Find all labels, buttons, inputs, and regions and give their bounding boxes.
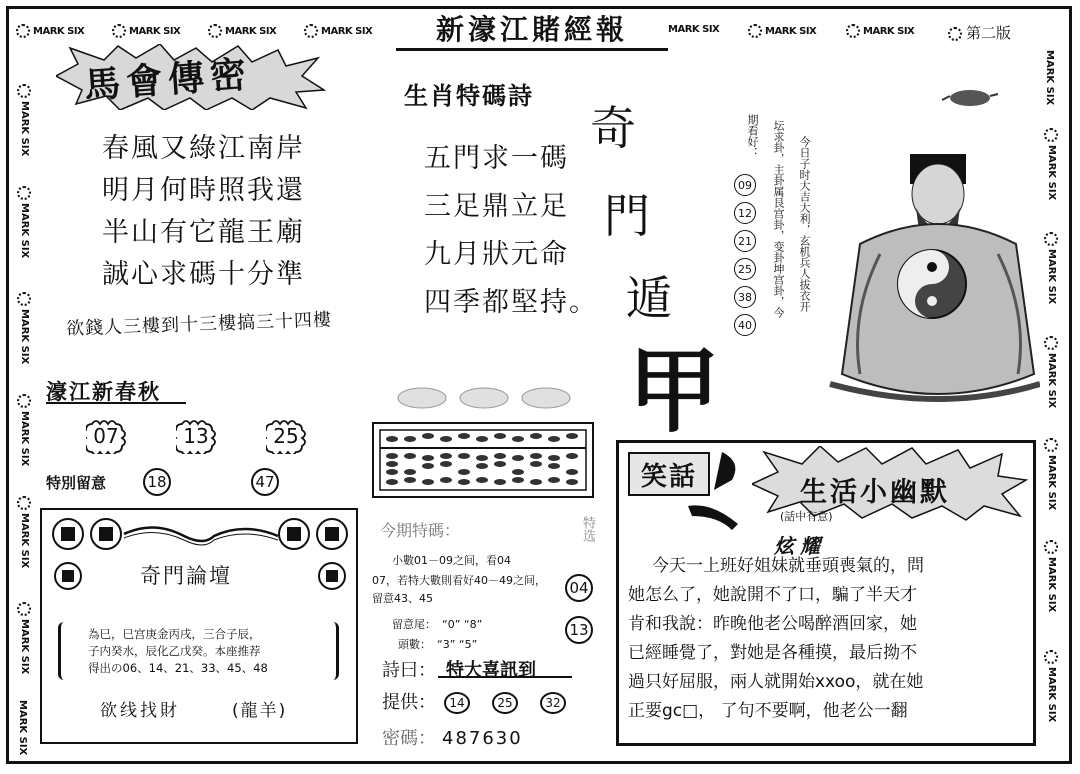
watermark-logo: MARK SIX bbox=[668, 24, 720, 35]
brush-strokes bbox=[684, 448, 744, 530]
secret-line: 春風又綠江南岸 bbox=[102, 133, 305, 164]
sage-illustration bbox=[820, 84, 1040, 414]
forecast-text: 坛求卦，主卦属艮宫卦，变卦坤宫卦，今 bbox=[772, 120, 785, 318]
tail-line: 留意尾： “0” “8” bbox=[392, 618, 483, 631]
forum-footer-right: (龍羊) bbox=[232, 701, 288, 721]
secret-line: 誠心求碼十分準 bbox=[102, 259, 305, 290]
forum-text: 為巳，巳宫庚金丙戌，三合子辰， 子内癸水，辰化乙戊癸。本座推荐 得出の06、14、21、33、45、48 bbox=[88, 627, 268, 675]
watermark-logo: MARK SIX bbox=[1044, 438, 1058, 510]
forecast-number: 38 bbox=[734, 286, 756, 308]
forecast-number: 40 bbox=[734, 314, 756, 336]
qimen-char: 門 bbox=[604, 189, 650, 243]
forecast-text: 期看好： bbox=[746, 114, 759, 158]
special-code-number: 13 bbox=[565, 616, 593, 644]
humor-title: 生活小幽默 bbox=[800, 477, 950, 508]
watermark-logo: MARK SIX bbox=[748, 24, 816, 38]
humor-subtitle: (話中有意) bbox=[780, 510, 833, 523]
page-label: 第二版 bbox=[948, 22, 1011, 43]
secret-line: 明月何時照我還 bbox=[102, 175, 305, 206]
poem-line: 詩曰： 特大喜訊到 bbox=[382, 660, 536, 681]
watermark-logo: MARK SIX bbox=[1044, 128, 1058, 200]
special-label: 特別留意 bbox=[46, 474, 107, 492]
watermark-logo: MARK SIX bbox=[17, 84, 31, 156]
provide-label: 提供： bbox=[382, 692, 436, 713]
watermark-logo: MARK SIX bbox=[1044, 650, 1058, 722]
scalloped-number: 07 bbox=[86, 418, 126, 454]
masthead bbox=[396, 12, 668, 51]
forecast-number: 12 bbox=[734, 202, 756, 224]
special-code-line: 小數01－09之间，看04 bbox=[392, 554, 511, 567]
watermark-logo: MARK SIX bbox=[17, 602, 31, 674]
qimen-char: 奇 bbox=[590, 101, 636, 155]
masthead-title: 新濠江賭經報 bbox=[435, 13, 628, 46]
joke-badge: 笑話 bbox=[628, 452, 710, 496]
special-code-heading: 今期特碼： bbox=[380, 521, 461, 540]
qimen-char: 遁 bbox=[626, 271, 672, 325]
special-code-line: 留意43、45 bbox=[372, 592, 433, 605]
zodiac-line: 四季都堅持。 bbox=[424, 287, 598, 318]
gold-ingots bbox=[396, 376, 576, 412]
watermark-logo: MARK SIX bbox=[1044, 232, 1058, 304]
secret-title: 馬會傳密 bbox=[82, 53, 254, 107]
story-title: 炫耀 bbox=[774, 534, 826, 558]
provide-number: 14 bbox=[444, 692, 470, 714]
watermark-logo: MARK SIX bbox=[846, 24, 914, 38]
zodiac-line: 九月狀元命 bbox=[424, 239, 569, 270]
forecast-text: 今日子时大吉大利，玄机兵人拔衣开 bbox=[798, 136, 811, 312]
forum-bracket bbox=[322, 622, 339, 680]
provide-number: 32 bbox=[540, 692, 566, 714]
watermark-logo: MARK SIX bbox=[17, 186, 31, 258]
zodiac-line: 五門求一碼 bbox=[424, 143, 569, 174]
watermark-logo: MARK SIX bbox=[1044, 336, 1058, 408]
forum-title: 奇門論壇 bbox=[140, 564, 232, 588]
watermark-logo: MARK SIX bbox=[1044, 50, 1055, 106]
forecast-number: 09 bbox=[734, 174, 756, 196]
special-code-line: 07，若特大數則看好40－49之间， bbox=[372, 574, 546, 587]
watermark-logo: MARK SIX bbox=[112, 24, 180, 38]
watermark-logo: MARK SIX bbox=[1044, 540, 1058, 612]
haojiang-title: 濠江新春秋 bbox=[46, 379, 161, 404]
scalloped-number: 13 bbox=[176, 418, 216, 454]
secret-vertical-note: 欲錢人三樓到十三樓搞三十四樓 bbox=[65, 309, 333, 340]
title-underline bbox=[46, 402, 186, 404]
abacus-icon bbox=[372, 422, 594, 498]
tail-line: 頭數： “3” “5” bbox=[398, 638, 478, 651]
qimen-char: 甲 bbox=[628, 337, 721, 445]
forecast-number: 25 bbox=[734, 258, 756, 280]
special-code-number: 04 bbox=[565, 574, 593, 602]
forum-footer-left: 欲线找財 bbox=[100, 701, 180, 721]
watermark-logo: MARK SIX bbox=[16, 24, 84, 38]
secret-line: 半山有它龍王廟 bbox=[102, 217, 305, 248]
zodiac-line: 三足鼎立足 bbox=[424, 191, 569, 222]
scalloped-number: 25 bbox=[266, 418, 306, 454]
code-line: 密碼： 487630 bbox=[382, 728, 523, 749]
watermark-logo: MARK SIX bbox=[17, 700, 28, 756]
special-number: 18 bbox=[143, 468, 171, 496]
watermark-logo: MARK SIX bbox=[17, 292, 31, 364]
special-code-side-note: 特选 bbox=[580, 516, 595, 542]
zodiac-poem-title: 生肖特碼詩 bbox=[404, 82, 534, 110]
watermark-logo: MARK SIX bbox=[17, 394, 31, 466]
forum-bracket bbox=[58, 622, 75, 680]
story-text: 今天一上班好姐妹就垂頭喪氣的，問 她怎么了，她說開不了口，騙了半天才 肯和我說：昨晚他老公喝醉酒回家，她 已經睡覺了，對她是各種摸，最后拗不 過只好屈服，兩人就開始xxoo，就在她 正要gc□， 了句不要啊，他老公一翻 bbox=[628, 556, 924, 721]
watermark-logo: MARK SIX bbox=[208, 24, 276, 38]
special-number: 47 bbox=[251, 468, 279, 496]
provide-number: 25 bbox=[492, 692, 518, 714]
watermark-logo: MARK SIX bbox=[304, 24, 372, 38]
forecast-number: 21 bbox=[734, 230, 756, 252]
poem-underline bbox=[438, 676, 572, 678]
watermark-logo: MARK SIX bbox=[17, 496, 31, 568]
